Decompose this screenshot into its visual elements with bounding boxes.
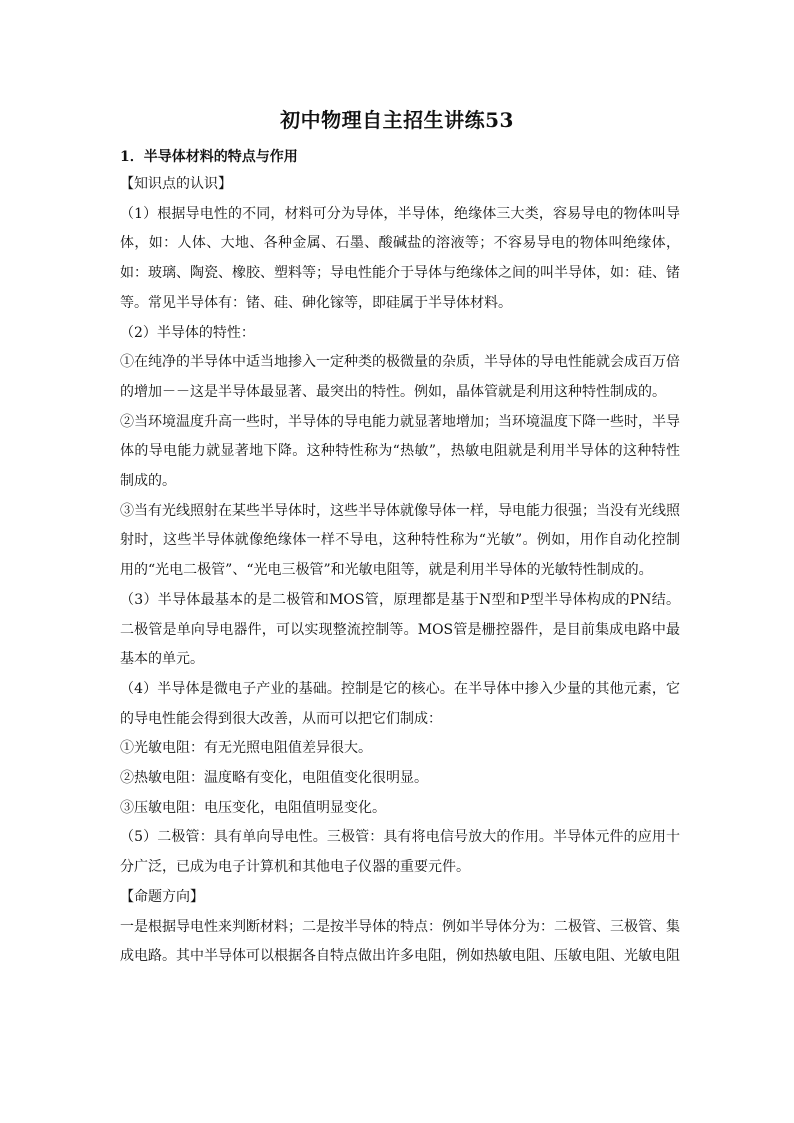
list-item-photoresistor: ①光敏电阻：有无光照电阻值差异很大。 (120, 740, 372, 757)
paragraph-material-classification: （1）根据导电性的不同，材料可分为导体，半导体，绝缘体三大类，容易导电的物体叫导体，如：人体、大地、各种金属、石墨、酸碱盐的溶液等；不容易导电的物体叫绝缘体，如：玻璃、陶瓷、橡胶、塑料等；导电性能介于导体与绝缘体之间的叫半导体，如：硅、锗等。常见半导体有：锗、硅、砷化镓等，即硅属于半导体材料。 (120, 205, 680, 311)
document-body (120, 170, 680, 972)
paragraph-diode-mos: （3）半导体最基本的是二极管和MOS管，原理都是基于N型和P型半导体构成的PN结。二极管是单向导电器件，可以实现整流控制等。MOS管是栅控器件，是目前集成电路中最基本的单元。 (120, 591, 680, 668)
paragraph-property-thermal: ②当环境温度升高一些时，半导体的导电能力就显著地增加；当环境温度下降一些时，半导体的导电能力就显著地下降。这种特性称为“热敏”，热敏电阻就是利用半导体的这种特性制成的。 (120, 413, 680, 490)
list-item-varistor: ③压敏电阻：电压变化，电阻值明显变化。 (120, 799, 386, 816)
knowledge-point-heading: 【知识点的认识】 (120, 176, 232, 192)
paragraph-proposition-direction: 一是根据导电性来判断材料；二是按半导体的特点：例如半导体分为：二极管、三极管、集成电路。其中半导体可以根据各自特点做出许多电阻，例如热敏电阻、压敏电阻、光敏电阻 (120, 918, 680, 965)
paragraph-microelectronics: （4）半导体是微电子产业的基础。控制是它的核心。在半导体中掺入少量的其他元素，它的导电性能会得到很大改善，从而可以把它们制成： (120, 680, 680, 727)
paragraph-property-doping: ①在纯净的半导体中适当地掺入一定种类的极微量的杂质，半导体的导电性能就会成百万倍的增加－－这是半导体最显著、最突出的特性。例如，晶体管就是利用这种特性制成的。 (120, 354, 680, 400)
proposition-direction-heading: 【命题方向】 (120, 888, 204, 905)
paragraph-semiconductor-properties-heading: （2）半导体的特性： (120, 324, 255, 341)
document-title: 初中物理自主招生讲练53 (280, 108, 514, 132)
section-heading: 1．半导体材料的特点与作用 (120, 149, 298, 165)
paragraph-diode-triode: （5）二极管：具有单向导电性。三极管：具有将电信号放大的作用。半导体元件的应用十分广泛，已成为电子计算机和其他电子仪器的重要元件。 (120, 829, 680, 876)
list-item-thermistor: ②热敏电阻：温度略有变化，电阻值变化很明显。 (120, 770, 428, 787)
paragraph-property-optical: ③当有光线照射在某些半导体时，这些半导体就像导体一样，导电能力很强；当没有光线照射时，这些半导体就像绝缘体一样不导电，这种特性称为“光敏”。例如，用作自动化控制用的“光电二极管”、“光电三极管”和光敏电阻等，就是利用半导体的光敏特性制成的。 (120, 502, 680, 579)
